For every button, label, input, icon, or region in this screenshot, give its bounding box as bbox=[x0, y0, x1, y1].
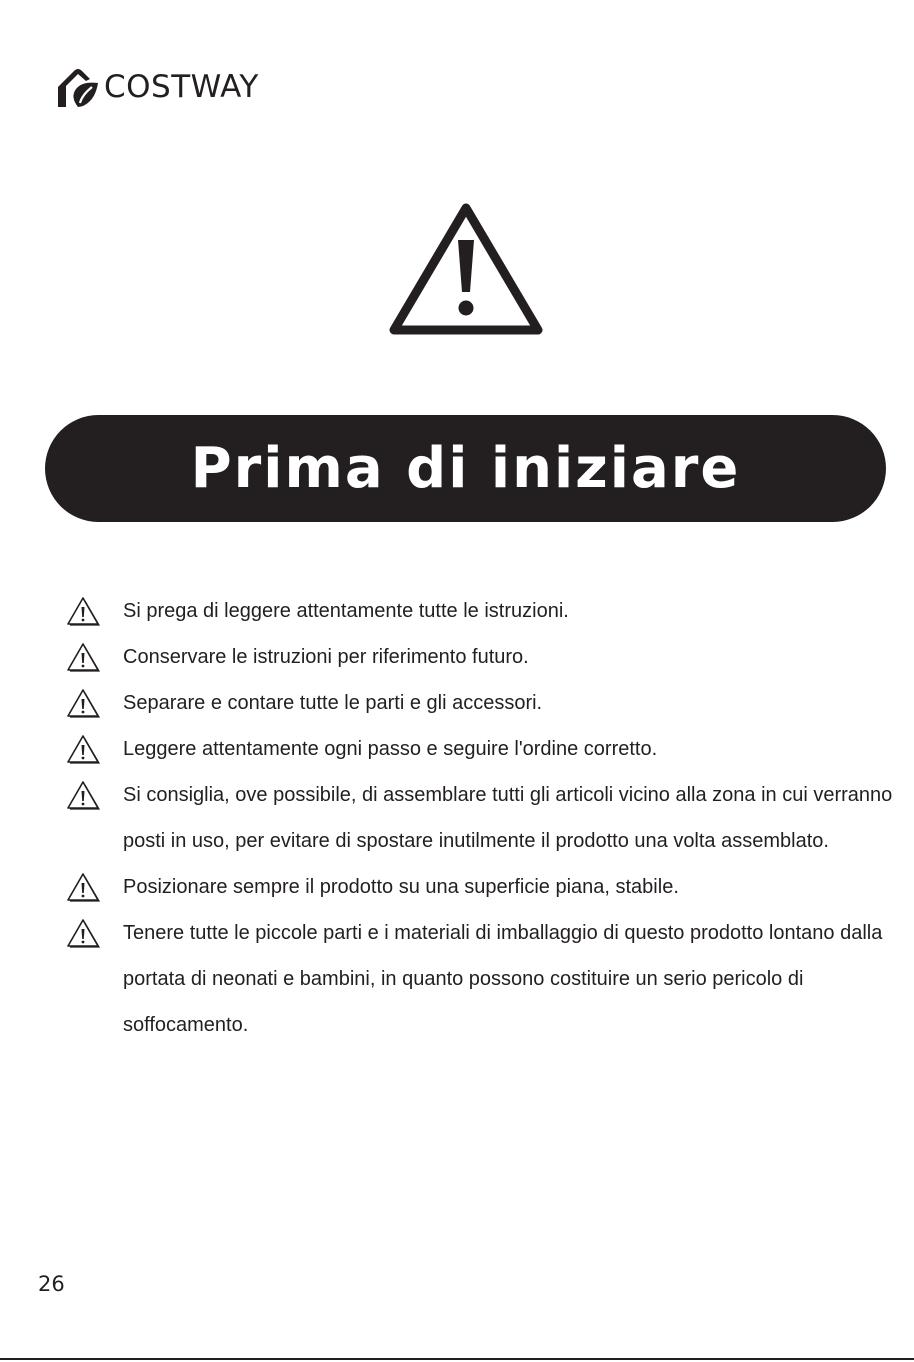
instruction-text: Posizionare sempre il prodotto su una superficie piana, stabile. bbox=[123, 876, 679, 898]
instruction-text: Separare e contare tutte le parti e gli accessori. bbox=[123, 692, 543, 714]
list-item bbox=[66, 772, 896, 864]
warning-small-icon bbox=[66, 680, 123, 726]
warning-small-icon bbox=[66, 588, 123, 634]
bottom-divider bbox=[0, 1358, 914, 1360]
list-item bbox=[66, 634, 896, 680]
instruction-text: Si prega di leggere attentamente tutte le istruzioni. bbox=[123, 600, 569, 622]
brand-name: COSTWAY bbox=[104, 68, 259, 105]
brand-logo bbox=[56, 66, 259, 108]
warning-small-icon bbox=[66, 726, 123, 772]
instruction-text: Leggere attentamente ogni passo e seguire l'ordine corretto. bbox=[123, 738, 658, 760]
list-item bbox=[66, 680, 896, 726]
warning-triangle-icon bbox=[388, 200, 544, 336]
warning-small-icon bbox=[66, 634, 123, 680]
instruction-list bbox=[66, 588, 896, 1048]
list-item bbox=[66, 864, 896, 910]
list-item bbox=[66, 910, 896, 1048]
list-item bbox=[66, 726, 896, 772]
instruction-text: Conservare le istruzioni per riferimento futuro. bbox=[123, 646, 529, 668]
page-number: 26 bbox=[38, 1272, 65, 1296]
warning-small-icon bbox=[66, 910, 123, 956]
section-banner bbox=[45, 415, 886, 522]
instruction-text: Tenere tutte le piccole parti e i materiali di imballaggio di questo prodotto lontano dalla portata di neonati e bambini, in quanto possono costituire un serio pericolo di soffocamento. bbox=[123, 922, 883, 1036]
page-title: Prima di iniziare bbox=[190, 436, 741, 501]
warning-small-icon bbox=[66, 772, 123, 818]
warning-small-icon bbox=[66, 864, 123, 910]
house-leaf-logo-icon bbox=[56, 67, 100, 107]
instruction-text: Si consiglia, ove possibile, di assemblare tutti gli articoli vicino alla zona in cui verranno posti in uso, per evitare di spostare inutilmente il prodotto una volta assemblato. bbox=[123, 784, 893, 852]
list-item bbox=[66, 588, 896, 634]
